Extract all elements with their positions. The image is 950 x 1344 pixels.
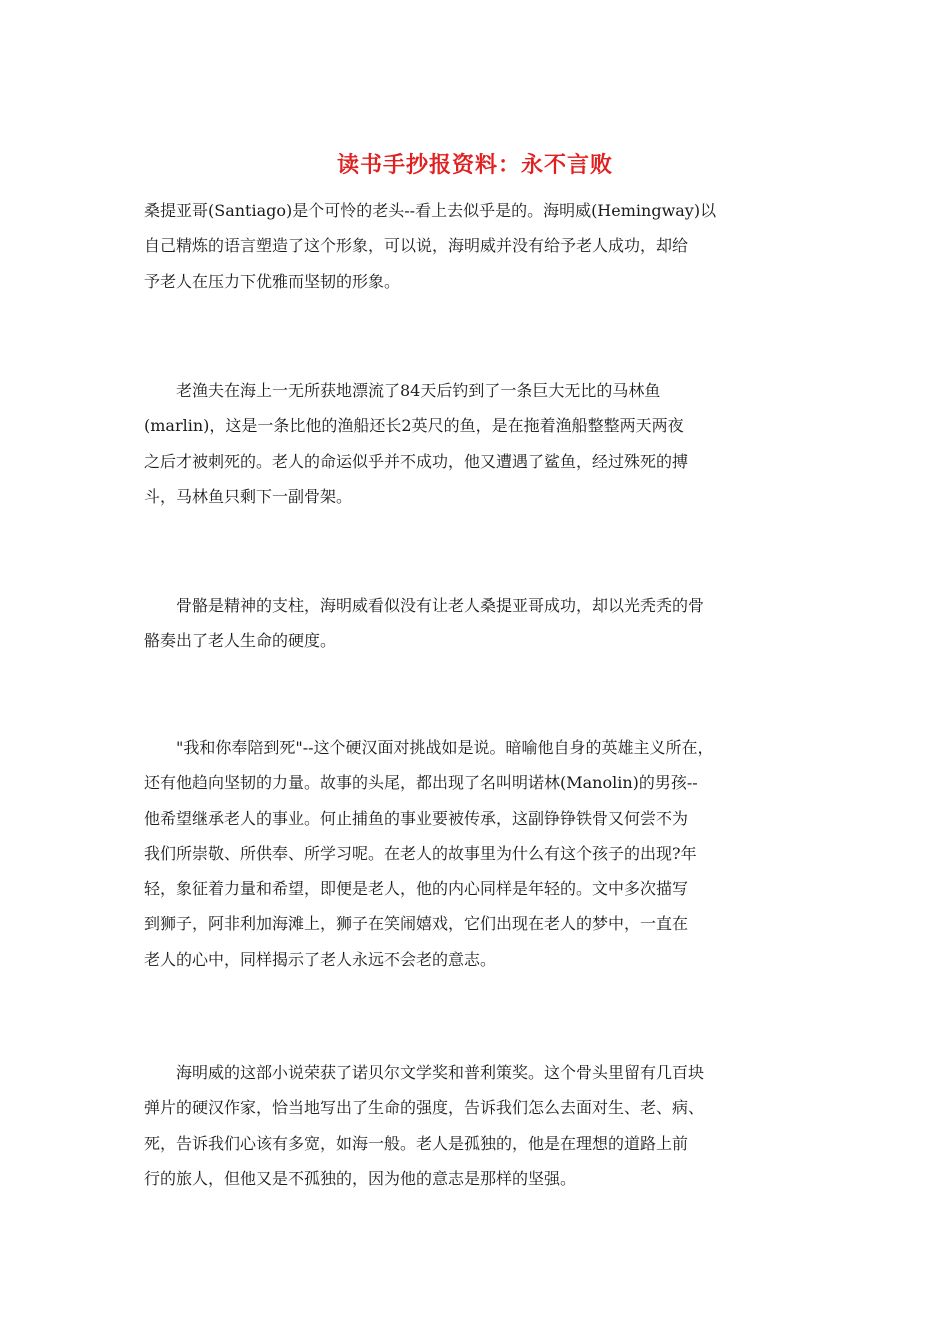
- paragraph-line: 老人的心中，同样揭示了老人永远不会老的意志。: [144, 949, 497, 969]
- paragraph-5: [144, 1055, 824, 1196]
- paragraph-line: 海明威的这部小说荣获了诺贝尔文学奖和普利策奖。这个骨头里留有几百块: [144, 1063, 705, 1082]
- paragraph-line: 自己精炼的语言塑造了这个形象，可以说，海明威并没有给予老人成功，却给: [144, 236, 689, 256]
- paragraph-line: 我们所崇敬、所供奉、所学习呢。在老人的故事里为什么有这个孩子的出现?年: [144, 843, 697, 863]
- paragraph-line: 骼奏出了老人生命的硬度。: [144, 631, 337, 651]
- paragraph-line: 轻，象征着力量和希望，即便是老人，他的内心同样是年轻的。文中多次描写: [144, 879, 689, 899]
- paragraph-line: 还有他趋向坚韧的力量。故事的头尾，都出现了名叫明诺林(Manolin)的男孩--: [144, 773, 698, 793]
- paragraph-line: 骨骼是精神的支柱，海明威看似没有让老人桑提亚哥成功，却以光秃秃的骨: [144, 596, 705, 615]
- paragraph-line: 死，告诉我们心该有多宽，如海一般。老人是孤独的，他是在理想的道路上前: [144, 1133, 689, 1153]
- paragraph-4: [144, 730, 824, 977]
- paragraph-line: 行的旅人，但他又是不孤独的，因为他的意志是那样的坚强。: [144, 1168, 577, 1188]
- paragraph-line: "我和你奉陪到死"--这个硬汉面对挑战如是说。暗喻他自身的英雄主义所在，: [144, 738, 714, 757]
- paragraph-line: 之后才被刺死的。老人的命运似乎并不成功，他又遭遇了鲨鱼，经过殊死的搏: [144, 451, 689, 471]
- paragraph-line: 桑提亚哥(Santiago)是个可怜的老头--看上去似乎是的。海明威(Hemingway)以: [144, 201, 717, 220]
- paragraph-line: (marlin)，这是一条比他的渔船还长2英尺的鱼，是在拖着渔船整整两天两夜: [144, 416, 684, 436]
- document-title: 读书手抄报资料：永不言败: [336, 152, 613, 178]
- paragraph-line: 到狮子，阿非利加海滩上，狮子在笑闹嬉戏，它们出现在老人的梦中，一直在: [144, 914, 689, 934]
- paragraph-line: 他希望继承老人的事业。何止捕鱼的事业要被传承，这副铮铮铁骨又何尝不为: [144, 808, 689, 828]
- paragraph-3: [144, 588, 824, 659]
- paragraph-line: 弹片的硬汉作家，恰当地写出了生命的强度，告诉我们怎么去面对生、老、病、: [144, 1098, 705, 1118]
- paragraph-line: 斗，马林鱼只剩下一副骨架。: [144, 486, 353, 506]
- paragraph-line: 予老人在压力下优雅而坚韧的形象。: [144, 271, 401, 291]
- paragraph-1: [144, 193, 824, 299]
- paragraph-2: [144, 373, 824, 514]
- paragraph-line: 老渔夫在海上一无所获地漂流了84天后钓到了一条巨大无比的马林鱼: [144, 381, 661, 400]
